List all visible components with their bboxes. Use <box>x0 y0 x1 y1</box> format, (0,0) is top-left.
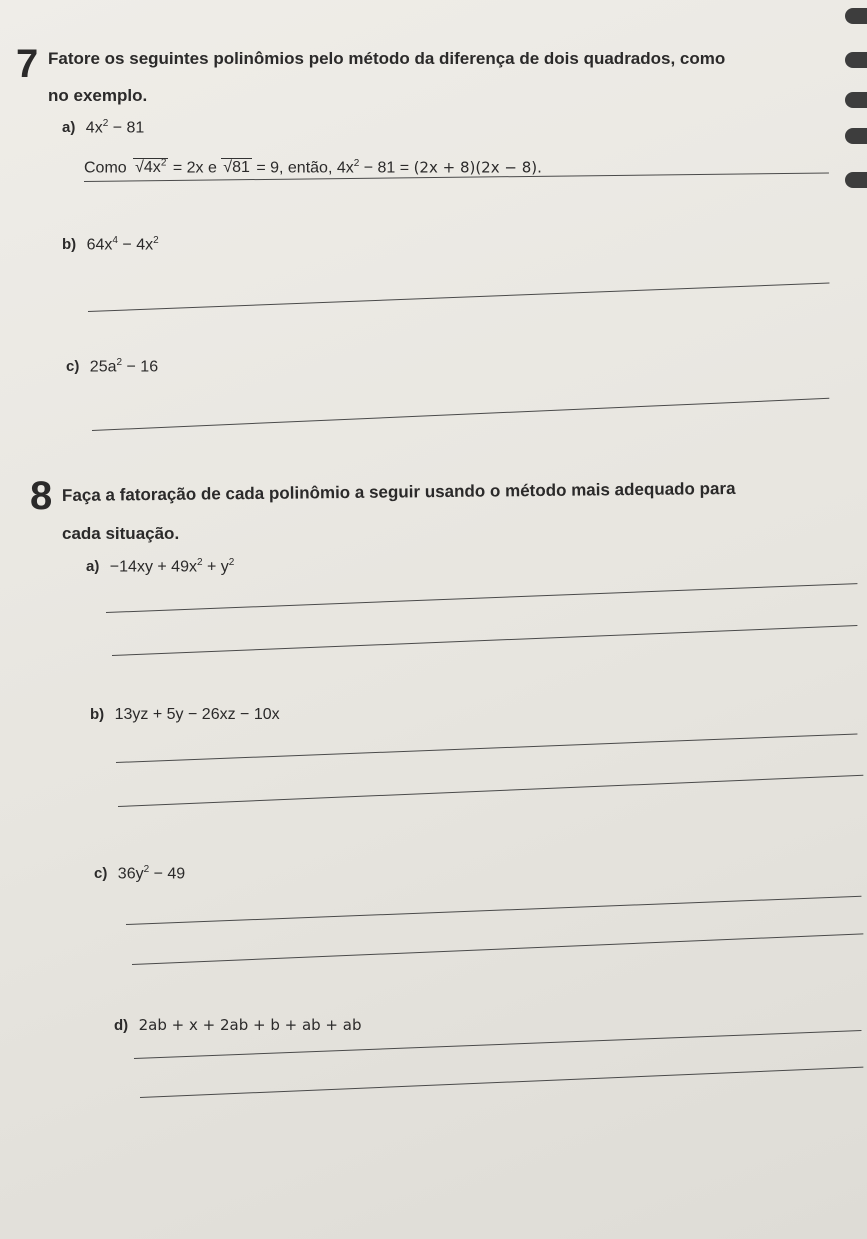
handwritten-answer: 2ab + x + 2ab + b + ab + ab <box>138 1016 362 1034</box>
q7-example: Como $√4x^2 = 2x$ e √81 = 9, então, $4x^2 - 81 = (2x + 8)(2x - 8)$. <box>84 158 542 177</box>
question-8-text-line2: cada situação. <box>62 524 180 543</box>
q7-item-b: b) $64x^4 - 4x^2$ <box>62 235 159 254</box>
question-7-text-line2: no exemplo. <box>48 86 148 105</box>
answer-line <box>116 734 858 764</box>
binder-ring <box>845 92 867 108</box>
answer-line <box>118 775 863 808</box>
q7-item-c: c) $25a^2 - 16$ <box>66 357 159 376</box>
binder-ring <box>845 172 867 188</box>
item-label: a) <box>62 119 76 137</box>
q8-item-a: $a) -14xy + 49x^2 + y^2$ <box>86 557 235 576</box>
answer-line <box>106 583 857 613</box>
answer-line <box>92 398 829 431</box>
answer-line <box>140 1067 863 1099</box>
q8-item-c: c) $36y^2 - 49$ <box>94 864 186 883</box>
binder-ring <box>845 52 867 68</box>
answer-line <box>88 283 830 313</box>
q8-item-b: b) 13yz + 5y − 26xz − 10x <box>90 706 280 723</box>
q7-item-a: a) $4x^2 - 81$ <box>62 118 145 137</box>
q8-item-d: d) 2ab + x + 2ab + b + ab + ab <box>114 1016 362 1034</box>
binder-ring <box>845 8 867 24</box>
answer-line <box>112 625 857 656</box>
answer-line <box>126 896 862 926</box>
binder-ring <box>845 128 867 144</box>
question-7-text-line1: Fatore os seguintes polinômios pelo método da diferença de dois quadrados, como <box>48 49 726 68</box>
handwritten-answer: (2x + 8)(2x − 8). <box>413 158 542 177</box>
question-7-number: 7 <box>16 42 39 86</box>
answer-line <box>132 933 863 965</box>
question-8-number: 8 <box>30 474 53 518</box>
question-8-text-line1: Faça a fatoração de cada polinômio a seguir usando o método mais adequado para <box>61 478 736 505</box>
